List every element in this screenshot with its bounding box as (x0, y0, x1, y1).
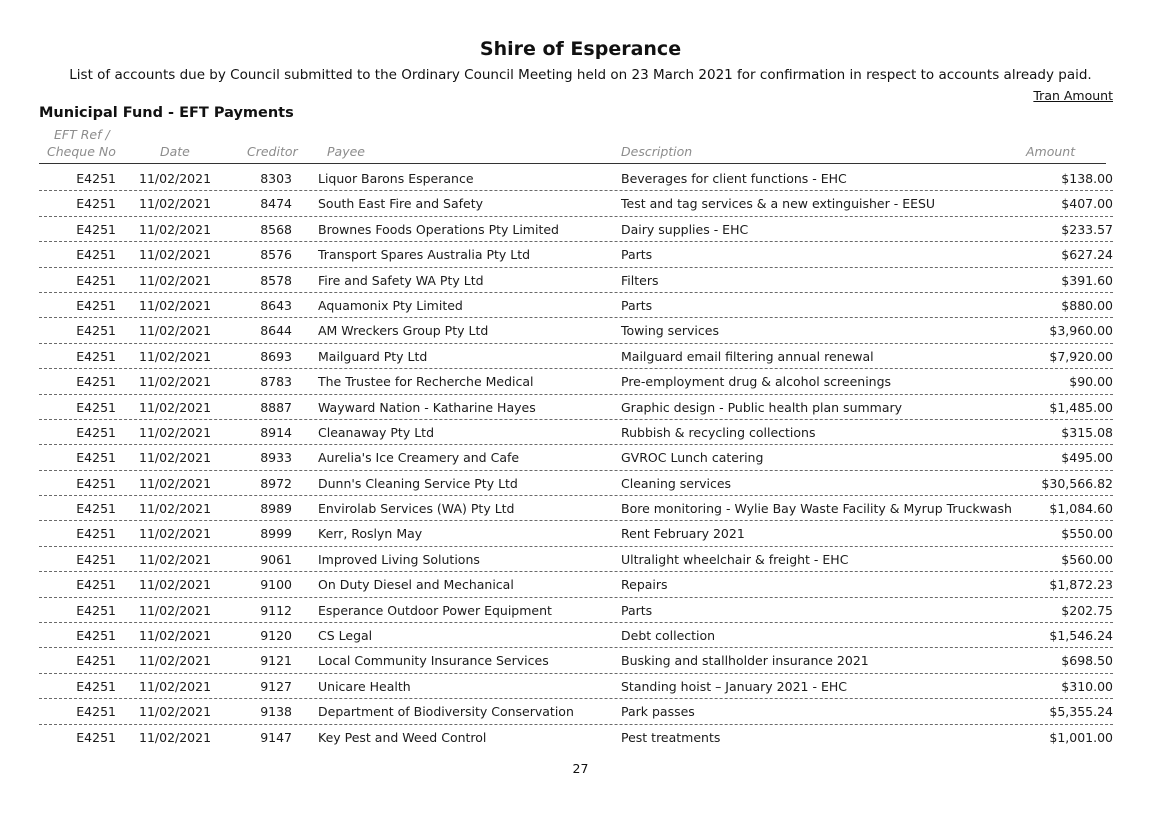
row-description: Repairs (621, 577, 668, 593)
row-date: 11/02/2021 (139, 323, 212, 339)
row-amount: $90.00 (1069, 374, 1113, 390)
row-payee: The Trustee for Recherche Medical (318, 374, 534, 390)
table-row (0, 318, 1161, 343)
row-date: 11/02/2021 (139, 196, 212, 212)
column-header-ref-line2: Cheque No (47, 144, 116, 159)
table-row (0, 369, 1161, 394)
page-number: 27 (572, 761, 589, 776)
row-ref: E4251 (76, 196, 116, 212)
row-payee: South East Fire and Safety (318, 196, 484, 212)
row-amount: $310.00 (1061, 678, 1113, 694)
row-description: Rent February 2021 (621, 526, 745, 542)
document-title: Shire of Esperance (479, 38, 682, 60)
row-amount: $1,001.00 (1049, 729, 1113, 745)
table-row (0, 471, 1161, 496)
row-date: 11/02/2021 (139, 221, 212, 237)
table-row (0, 648, 1161, 673)
row-creditor: 9127 (260, 678, 292, 694)
row-amount: $407.00 (1061, 196, 1113, 212)
row-ref: E4251 (76, 348, 116, 364)
row-amount: $391.60 (1061, 272, 1113, 288)
table-row (0, 547, 1161, 572)
table-row (0, 268, 1161, 293)
row-date: 11/02/2021 (139, 628, 212, 644)
row-date: 11/02/2021 (139, 374, 212, 390)
row-payee: Esperance Outdoor Power Equipment (318, 602, 552, 618)
row-description: Parts (621, 602, 653, 618)
row-creditor: 9112 (260, 602, 292, 618)
row-description: Towing services (621, 323, 719, 339)
row-amount: $315.08 (1061, 424, 1113, 440)
row-ref: E4251 (76, 221, 116, 237)
row-description: Parts (621, 247, 653, 263)
row-amount: $233.57 (1061, 221, 1113, 237)
row-ref: E4251 (76, 653, 116, 669)
column-header-amount: Amount (1026, 144, 1076, 159)
table-row (0, 496, 1161, 521)
row-creditor: 8644 (260, 323, 292, 339)
row-payee: Mailguard Pty Ltd (318, 348, 428, 364)
row-payee: Improved Living Solutions (318, 551, 480, 567)
row-date: 11/02/2021 (139, 551, 212, 567)
table-row (0, 598, 1161, 623)
row-ref: E4251 (76, 475, 116, 491)
row-description: Cleaning services (621, 475, 732, 491)
row-creditor: 8999 (260, 526, 292, 542)
row-date: 11/02/2021 (139, 171, 212, 186)
row-date: 11/02/2021 (139, 729, 212, 745)
row-description: Bore monitoring - Wylie Bay Waste Facility & Myrup Truckwash (621, 501, 1012, 517)
row-description: Ultralight wheelchair & freight - EHC (621, 551, 849, 567)
row-payee: Brownes Foods Operations Pty Limited (318, 221, 559, 237)
table-row (0, 217, 1161, 242)
row-date: 11/02/2021 (139, 577, 212, 593)
row-creditor: 9138 (260, 704, 292, 720)
row-creditor: 9100 (260, 577, 292, 593)
column-header-ref-line1: EFT Ref / (54, 127, 110, 142)
row-date: 11/02/2021 (139, 450, 212, 466)
row-creditor: 8303 (260, 171, 292, 186)
row-creditor: 8989 (260, 501, 292, 517)
row-creditor: 9147 (260, 729, 292, 745)
row-creditor: 8568 (260, 221, 292, 237)
tran-amount-label: Tran Amount (1033, 88, 1113, 103)
row-date: 11/02/2021 (139, 653, 212, 669)
row-payee: Liquor Barons Esperance (318, 171, 474, 186)
row-payee: Envirolab Services (WA) Pty Ltd (318, 501, 515, 517)
row-description: Pest treatments (621, 729, 721, 745)
row-payee: Transport Spares Australia Pty Ltd (318, 247, 531, 263)
row-amount: $550.00 (1061, 526, 1113, 542)
table-row (0, 191, 1161, 216)
row-amount: $202.75 (1061, 602, 1113, 618)
row-description: GVROC Lunch catering (621, 450, 764, 466)
row-creditor: 8783 (260, 374, 292, 390)
table-row (0, 242, 1161, 267)
row-creditor: 9061 (260, 551, 292, 567)
row-ref: E4251 (76, 678, 116, 694)
row-date: 11/02/2021 (139, 526, 212, 542)
row-date: 11/02/2021 (139, 424, 212, 440)
row-date: 11/02/2021 (139, 501, 212, 517)
row-ref: E4251 (76, 450, 116, 466)
row-ref: E4251 (76, 526, 116, 542)
row-amount: $5,355.24 (1049, 704, 1113, 720)
table-row (0, 395, 1161, 420)
row-ref: E4251 (76, 729, 116, 745)
row-ref: E4251 (76, 297, 116, 313)
row-payee: Local Community Insurance Services (318, 653, 549, 669)
row-amount: $1,546.24 (1049, 628, 1113, 644)
column-header-payee: Payee (327, 144, 365, 159)
row-description: Mailguard email filtering annual renewal (621, 348, 874, 364)
row-creditor: 8914 (260, 424, 292, 440)
row-date: 11/02/2021 (139, 602, 212, 618)
row-description: Busking and stallholder insurance 2021 (621, 653, 869, 669)
row-description: Park passes (621, 704, 695, 720)
row-ref: E4251 (76, 704, 116, 720)
row-ref: E4251 (76, 272, 116, 288)
row-description: Graphic design - Public health plan summary (621, 399, 903, 415)
row-payee: Wayward Nation - Katharine Hayes (318, 399, 536, 415)
row-amount: $3,960.00 (1049, 323, 1113, 339)
table-row (0, 674, 1161, 699)
table-row (0, 623, 1161, 648)
row-ref: E4251 (76, 424, 116, 440)
row-amount: $495.00 (1061, 450, 1113, 466)
row-creditor: 8887 (260, 399, 292, 415)
table-row (0, 445, 1161, 470)
row-ref: E4251 (76, 247, 116, 263)
row-payee: AM Wreckers Group Pty Ltd (318, 323, 489, 339)
row-creditor: 9120 (260, 628, 292, 644)
table-row (0, 521, 1161, 546)
row-date: 11/02/2021 (139, 399, 212, 415)
row-creditor: 8474 (260, 196, 292, 212)
payments-table-body (0, 166, 1161, 750)
row-payee: Department of Biodiversity Conservation (318, 704, 574, 720)
column-header-creditor: Creditor (247, 144, 298, 159)
row-amount: $1,872.23 (1049, 577, 1113, 593)
table-row (0, 420, 1161, 445)
row-amount: $1,485.00 (1049, 399, 1113, 415)
row-ref: E4251 (76, 628, 116, 644)
column-header-description: Description (621, 144, 693, 159)
row-creditor: 8972 (260, 475, 292, 491)
row-date: 11/02/2021 (139, 247, 212, 263)
fund-heading: Municipal Fund - EFT Payments (39, 105, 294, 121)
row-payee: Kerr, Roslyn May (318, 526, 423, 542)
row-description: Debt collection (621, 628, 716, 644)
row-payee: Key Pest and Weed Control (318, 729, 487, 745)
table-row (0, 344, 1161, 369)
row-date: 11/02/2021 (139, 348, 212, 364)
row-creditor: 8693 (260, 348, 292, 364)
table-row (0, 572, 1161, 597)
row-amount: $30,566.82 (1041, 475, 1113, 491)
row-description: Filters (621, 272, 659, 288)
row-ref: E4251 (76, 399, 116, 415)
table-row (0, 166, 1161, 191)
row-payee: CS Legal (318, 628, 373, 644)
row-amount: $880.00 (1061, 297, 1113, 313)
row-date: 11/02/2021 (139, 272, 212, 288)
header-divider (39, 163, 1106, 164)
row-amount: $698.50 (1061, 653, 1113, 669)
table-row (0, 725, 1161, 750)
row-payee: Aquamonix Pty Limited (318, 297, 463, 313)
row-description: Pre-employment drug & alcohol screenings (621, 374, 892, 390)
row-date: 11/02/2021 (139, 678, 212, 694)
row-description: Test and tag services & a new extinguisher - EESU (621, 196, 936, 212)
row-date: 11/02/2021 (139, 475, 212, 491)
row-amount: $560.00 (1061, 551, 1113, 567)
row-payee: Cleanaway Pty Ltd (318, 424, 434, 440)
row-creditor: 8933 (260, 450, 292, 466)
row-ref: E4251 (76, 577, 116, 593)
table-row (0, 699, 1161, 724)
table-row (0, 293, 1161, 318)
row-ref: E4251 (76, 551, 116, 567)
row-ref: E4251 (76, 323, 116, 339)
row-ref: E4251 (76, 602, 116, 618)
row-creditor: 8576 (260, 247, 292, 263)
row-amount: $627.24 (1061, 247, 1113, 263)
row-payee: On Duty Diesel and Mechanical (318, 577, 514, 593)
row-ref: E4251 (76, 171, 116, 186)
row-payee: Unicare Health (318, 678, 411, 694)
document-subtitle: List of accounts due by Council submitted to the Ordinary Council Meeting held on 23 March 2021 for confirmation in respect to accounts already paid. (69, 67, 1092, 83)
row-ref: E4251 (76, 374, 116, 390)
row-amount: $138.00 (1061, 171, 1113, 186)
row-date: 11/02/2021 (139, 297, 212, 313)
row-ref: E4251 (76, 501, 116, 517)
row-amount: $7,920.00 (1049, 348, 1113, 364)
row-description: Standing hoist – January 2021 - EHC (621, 678, 847, 694)
row-payee: Fire and Safety WA Pty Ltd (318, 272, 484, 288)
row-description: Parts (621, 297, 653, 313)
row-payee: Aurelia's Ice Creamery and Cafe (318, 450, 520, 466)
column-header-date: Date (160, 144, 190, 159)
row-description: Rubbish & recycling collections (621, 424, 816, 440)
row-amount: $1,084.60 (1049, 501, 1113, 517)
row-creditor: 8643 (260, 297, 292, 313)
row-description: Dairy supplies - EHC (621, 221, 749, 237)
row-description: Beverages for client functions - EHC (621, 171, 847, 186)
row-payee: Dunn's Cleaning Service Pty Ltd (318, 475, 518, 491)
row-date: 11/02/2021 (139, 704, 212, 720)
row-creditor: 8578 (260, 272, 292, 288)
row-creditor: 9121 (260, 653, 292, 669)
